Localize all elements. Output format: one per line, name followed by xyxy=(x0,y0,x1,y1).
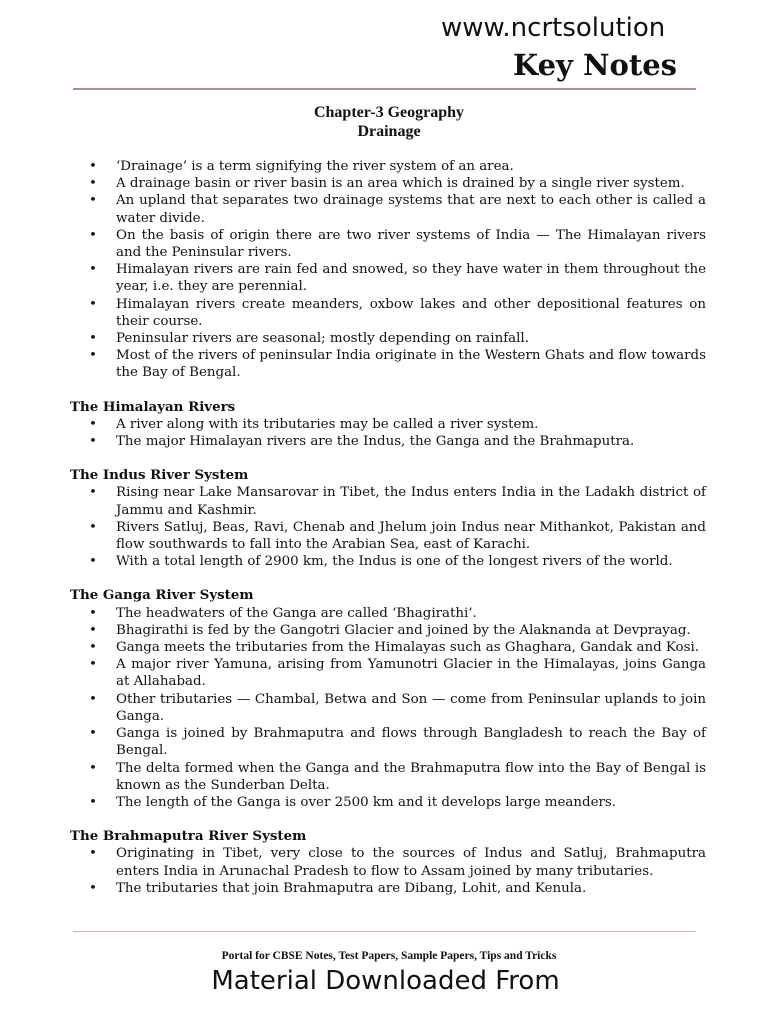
list-item-text: The length of the Ganga is over 2500 km and it develops large meanders. xyxy=(116,794,617,810)
notes-section xyxy=(70,587,706,811)
bullet-icon: • xyxy=(89,176,97,192)
list-item xyxy=(70,330,706,347)
bullet-icon: • xyxy=(89,657,97,673)
list-item xyxy=(70,296,706,330)
bullet-icon: • xyxy=(89,434,97,450)
bullet-icon: • xyxy=(89,193,97,209)
list-item-text: On the basis of origin there are two river systems of India — The Himalayan rivers and the Peninsular rivers. xyxy=(116,227,706,261)
section-heading: The Brahmaputra River System xyxy=(70,828,307,845)
bullet-icon: • xyxy=(89,519,97,535)
bullet-icon: • xyxy=(89,726,97,742)
list-item xyxy=(70,227,706,261)
list-item xyxy=(70,347,706,381)
bullet-icon: • xyxy=(89,605,97,621)
bullet-icon: • xyxy=(89,880,97,896)
notes-section xyxy=(70,158,706,382)
list-item-text: Ganga is joined by Brahmaputra and flows through Bangladesh to reach the Bay of Bengal. xyxy=(116,726,706,759)
list-item xyxy=(70,845,706,879)
list-item xyxy=(70,605,706,622)
list-item xyxy=(70,261,706,295)
list-item xyxy=(70,416,706,433)
list-item xyxy=(70,519,706,553)
list-item-text: Other tributaries — Chambal, Betwa and Son — come from Peninsular uplands to join Ganga. xyxy=(116,691,706,724)
list-item xyxy=(70,691,706,725)
list-item-text: Originating in Tibet, very close to the sources of Indus and Satluj, Brahmaputra enters India in Arunachal Pradesh to flow to Assam joined by many tributaries. xyxy=(116,846,706,879)
list-item-text: The delta formed when the Ganga and the Brahmaputra flow into the Bay of Bengal is known as the Sunderban Delta. xyxy=(116,760,706,793)
bullet-icon: • xyxy=(89,227,97,243)
bullet-icon: • xyxy=(89,296,97,312)
list-item-text: Himalayan rivers create meanders, oxbow lakes and other depositional features on their course. xyxy=(116,296,706,329)
list-item-text: The major Himalayan rivers are the Indus, the Ganga and the Brahmaputra. xyxy=(116,434,635,450)
list-item-text: An upland that separates two drainage systems that are next to each other is called a water divide. xyxy=(116,193,706,226)
list-item xyxy=(70,484,706,518)
section-heading: The Himalayan Rivers xyxy=(70,398,236,415)
list-item xyxy=(70,639,706,656)
bullet-icon: • xyxy=(89,760,97,776)
bullet-icon: • xyxy=(89,794,97,810)
footer-material-text: Material Downloaded From xyxy=(211,966,560,996)
section-heading: The Indus River System xyxy=(70,467,249,484)
list-item xyxy=(70,192,706,226)
notes-content xyxy=(70,158,706,897)
bullet-icon: • xyxy=(89,159,97,174)
chapter-title: Chapter-3 Geography xyxy=(313,104,465,121)
bullet-icon: • xyxy=(89,846,97,862)
footer-portal-text: Portal for CBSE Notes, Test Papers, Sample Papers, Tips and Tricks xyxy=(221,950,557,962)
key-notes-title: Key Notes xyxy=(513,48,677,82)
notes-section xyxy=(70,828,706,897)
notes-section xyxy=(70,467,706,570)
footer-rule xyxy=(73,931,696,932)
bullet-list xyxy=(70,416,706,450)
list-item xyxy=(70,622,706,639)
list-item-text: Peninsular rivers are seasonal; mostly depending on rainfall. xyxy=(116,331,529,347)
list-item-text: Himalayan rivers are rain fed and snowed, so they have water in them throughout the year, i.e. they are perennial. xyxy=(116,262,706,295)
list-item-text: A drainage basin or river basin is an area which is drained by a single river system. xyxy=(116,176,685,192)
list-item-text: Rivers Satluj, Beas, Ravi, Chenab and Jhelum join Indus near Mithankot, Pakistan and flow southwards to fall into the Arabian Sea, east of Karachi. xyxy=(116,519,706,553)
topic-title: Drainage xyxy=(357,123,421,140)
list-item xyxy=(70,880,706,897)
bullet-icon: • xyxy=(89,640,97,656)
list-item-text: Ganga meets the tributaries from the Himalayas such as Ghaghara, Gandak and Kosi. xyxy=(116,640,700,656)
bullet-icon: • xyxy=(89,416,97,432)
bullet-list xyxy=(70,605,706,811)
bullet-icon: • xyxy=(89,691,97,707)
list-item-text: A river along with its tributaries may be called a river system. xyxy=(116,416,539,432)
bullet-icon: • xyxy=(89,485,97,501)
list-item xyxy=(70,760,706,794)
bullet-icon: • xyxy=(89,622,97,638)
list-item-text: Bhagirathi is fed by the Gangotri Glacier and joined by the Alaknanda at Devprayag. xyxy=(116,622,691,638)
list-item xyxy=(70,175,706,192)
list-item xyxy=(70,433,706,450)
bullet-icon: • xyxy=(89,348,97,364)
list-item xyxy=(70,725,706,759)
list-item-text: The tributaries that join Brahmaputra are Dibang, Lohit, and Kenula. xyxy=(116,880,587,896)
bullet-list xyxy=(70,484,706,570)
list-item xyxy=(70,158,706,175)
site-url: www.ncrtsolution xyxy=(441,13,666,43)
list-item-text: Most of the rivers of peninsular India originate in the Western Ghats and flow towards the Bay of Bengal. xyxy=(116,348,706,381)
list-item-text: ‘Drainage’ is a term signifying the river system of an area. xyxy=(116,159,514,174)
list-item-text: The headwaters of the Ganga are called ‘Bhagirathi’. xyxy=(116,605,477,621)
header-rule xyxy=(73,88,696,90)
bullet-icon: • xyxy=(89,554,97,570)
bullet-icon: • xyxy=(89,262,97,278)
list-item-text: A major river Yamuna, arising from Yamunotri Glacier in the Himalayas, joins Ganga at Allahabad. xyxy=(116,657,706,690)
section-heading: The Ganga River System xyxy=(70,587,254,604)
title-block xyxy=(0,103,768,141)
bullet-list xyxy=(70,845,706,897)
list-item-text: Rising near Lake Mansarovar in Tibet, the Indus enters India in the Ladakh district of Jammu and Kashmir. xyxy=(116,485,706,518)
list-item xyxy=(70,794,706,811)
notes-section xyxy=(70,399,706,451)
list-item xyxy=(70,553,706,570)
bullet-icon: • xyxy=(89,331,97,347)
bullet-list xyxy=(70,158,706,382)
list-item-text: With a total length of 2900 km, the Indus is one of the longest rivers of the world. xyxy=(116,554,673,570)
list-item xyxy=(70,656,706,690)
